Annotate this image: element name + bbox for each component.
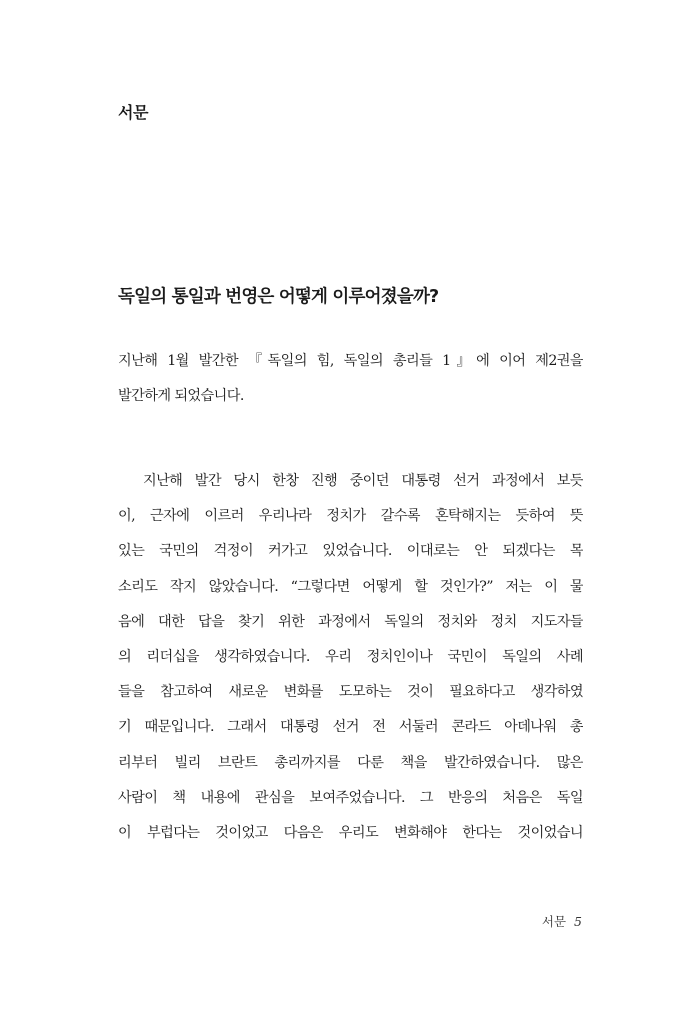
text-line: 지난해 발간 당시 한창 진행 중이던 대통령 선거 과정에서 보듯 [118,473,583,489]
paragraph-body [118,464,583,851]
text-line: 기 때문입니다. 그래서 대통령 선거 전 서둘러 콘라드 아데나워 총 [118,719,583,736]
chapter-heading: 독일의 통일과 번영은 어떻게 이루어졌을까? [118,287,439,307]
footer-section-label: 서문 [541,914,567,929]
text-line: 이 부럽다는 것이었고 다음은 우리도 변화해야 한다는 것이었습니 [118,824,583,841]
text-line: 리부터 빌리 브란트 총리까지를 다룬 책을 발간하였습니다. 많은 [118,754,583,771]
text-line: 음에 대한 답을 찾기 위한 과정에서 독일의 정치와 정치 지도자들 [118,613,583,630]
text-line: 이, 근자에 이르러 우리나라 정치가 갈수록 혼탁해지는 듯하여 뜻 [118,508,583,525]
section-label: 서문 [118,103,148,122]
text-line: 들을 참고하여 새로운 변화를 도모하는 것이 필요하다고 생각하였 [118,684,583,701]
text-line: 있는 국민의 걱정이 커가고 있었습니다. 이대로는 안 되겠다는 목 [118,543,583,560]
page-number: 5 [574,914,582,929]
text-line: 발간하게 되었습니다. [118,388,244,405]
page-footer [542,912,582,930]
paragraph-intro [118,344,583,414]
text-line: 의 리더십을 생각하였습니다. 우리 정치인이나 국민이 독일의 사례 [118,648,583,665]
text-line: 사람이 책 내용에 관심을 보여주었습니다. 그 반응의 처음은 독일 [118,789,583,806]
text-line: 소리도 작지 않았습니다. “그렇다면 어떻게 할 것인가?” 저는 이 물 [118,578,583,595]
text-line: 지난해 1월 발간한 『독일의 힘, 독일의 총리들 1』에 이어 제2권을 [118,353,583,369]
